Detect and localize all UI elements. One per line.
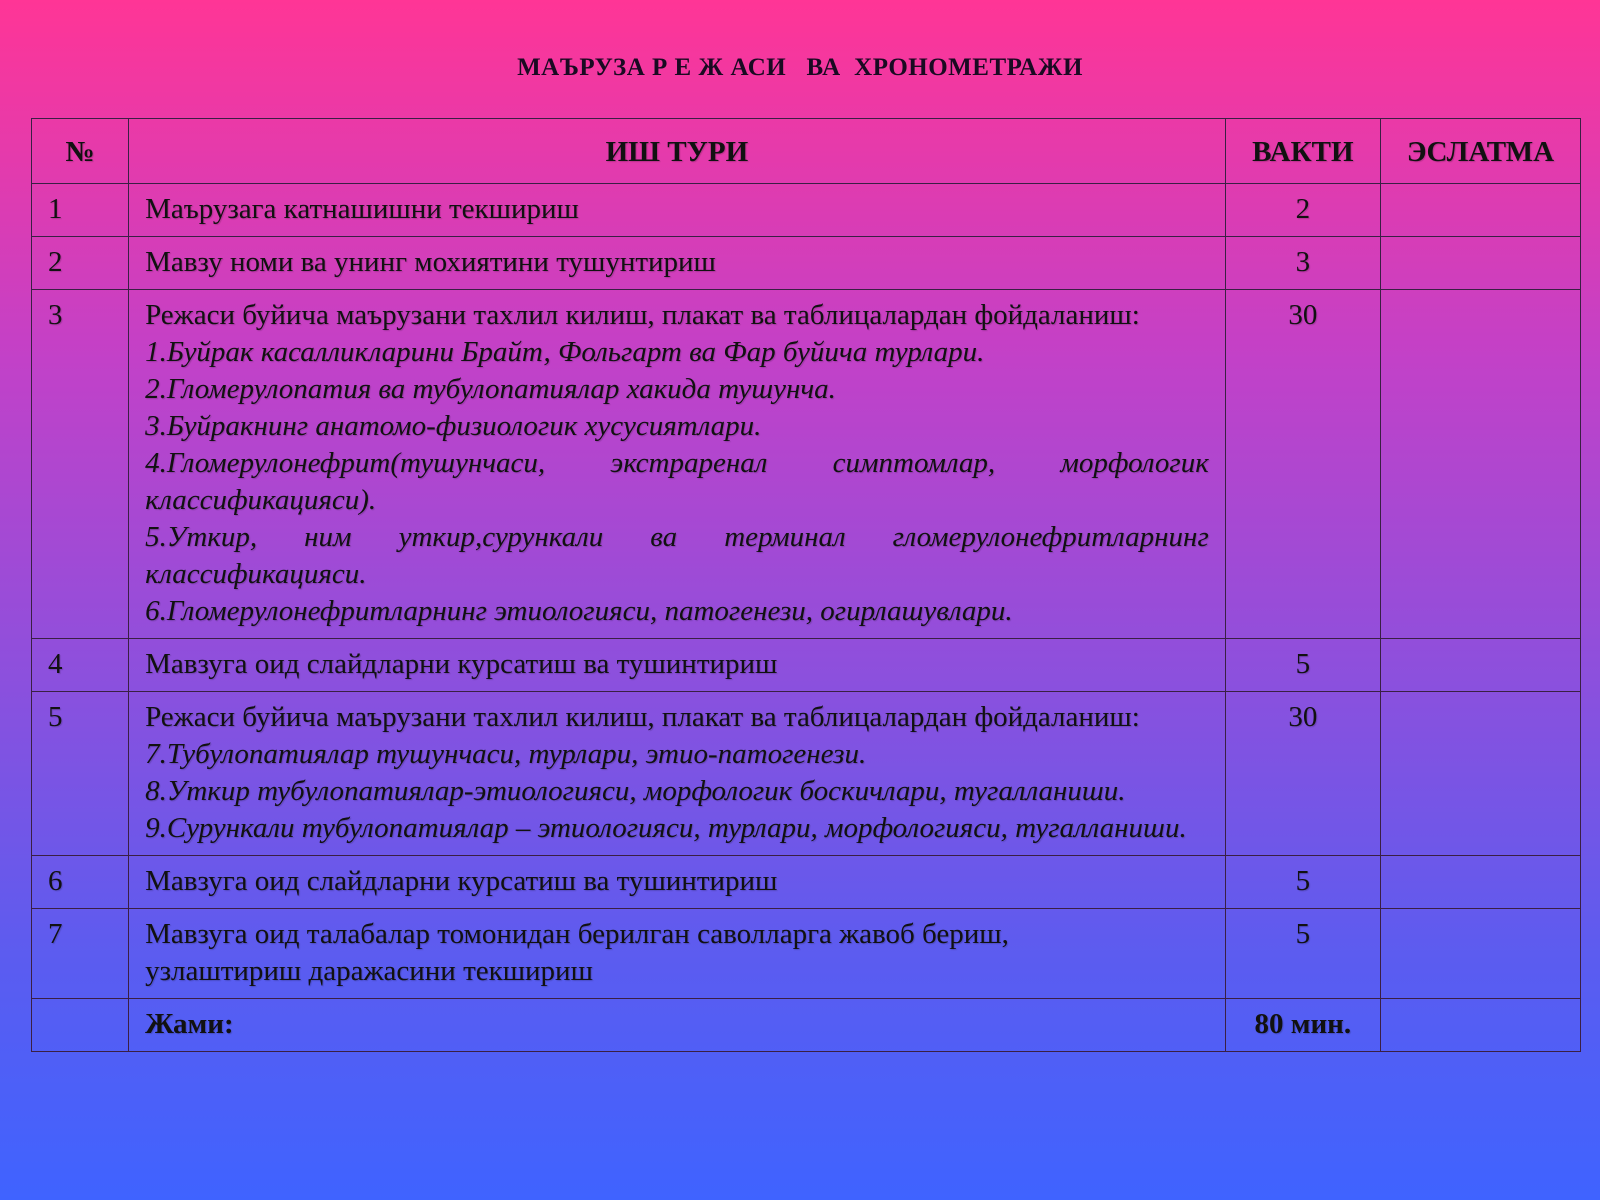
topic-item: 8.Уткир тубулопатиялар-этиологияси, морфологик боскичлари, тугалланиши. — [145, 775, 1126, 807]
topic-item: 3.Буйракнинг анатомо-физиологик хусусиятлари. — [145, 410, 762, 442]
row-note — [1380, 184, 1580, 237]
topic-item: 6.Гломерулонефритларнинг этиологияси, патогенези, огирлашувлари. — [145, 595, 1013, 627]
header-num: № — [32, 119, 129, 184]
row-num: 2 — [32, 237, 129, 290]
table-row — [32, 909, 1581, 999]
row-task — [129, 692, 1226, 856]
topic-item: 9.Сурункали тубулопатиялар – этиологияси, турлари, морфологияси, тугалланиши. — [145, 812, 1187, 844]
row-note — [1380, 692, 1580, 856]
row-note — [1380, 290, 1580, 639]
table-row — [32, 237, 1581, 290]
row-time: 30 — [1225, 692, 1380, 856]
header-note: ЭСЛАТМА — [1380, 119, 1580, 184]
total-row — [32, 999, 1581, 1052]
table-row — [32, 692, 1581, 856]
header-time: ВАКТИ — [1225, 119, 1380, 184]
row-task: Маърузага катнашишни текшириш — [129, 184, 1226, 237]
row-num: 5 — [32, 692, 129, 856]
topic-item: 7.Тубулопатиялар тушунчаси, турлари, этио-патогенези. — [145, 738, 867, 770]
table-row — [32, 184, 1581, 237]
row-note — [1380, 639, 1580, 692]
row-task: Мавзу номи ва унинг мохиятини тушунтириш — [129, 237, 1226, 290]
row-time: 5 — [1225, 909, 1380, 999]
table-row — [32, 639, 1581, 692]
total-label: Жами: — [129, 999, 1226, 1052]
row-time: 5 — [1225, 639, 1380, 692]
page-title: МАЪРУЗА Р Е Ж АСИ ВА ХРОНОМЕТРАЖИ — [517, 54, 1083, 81]
row-task: Мавзуга оид слайдларни курсатиш ва тушинтириш — [129, 856, 1226, 909]
topic-item: 5.Уткир, ним уткир,сурункали ва терминал гломерулонефритларнинг классификацияси. — [145, 521, 1209, 590]
row-num: 1 — [32, 184, 129, 237]
table-row — [32, 856, 1581, 909]
row-note — [1380, 237, 1580, 290]
row-time: 30 — [1225, 290, 1380, 639]
topic-item: 4.Гломерулонефрит(тушунчаси, экстраренал симптомлар, морфологик классификацияси). — [145, 447, 1209, 516]
schedule-table — [31, 118, 1581, 1052]
topic-item: 2.Гломерулопатия ва тубулопатиялар хакида тушунча. — [145, 373, 836, 405]
row-task — [129, 909, 1226, 999]
topic-item: 1.Буйрак касалликларини Брайт, Фольгарт ва Фар буйича турлари. — [145, 336, 985, 368]
row-time: 2 — [1225, 184, 1380, 237]
total-num — [32, 999, 129, 1052]
row-task-line: Мавзуга оид талабалар томонидан берилган саволларга жавоб бериш, — [145, 918, 1009, 950]
total-time: 80 мин. — [1225, 999, 1380, 1052]
row-num: 6 — [32, 856, 129, 909]
row-task-intro: Режаси буйича маърузани тахлил килиш, плакат ва таблицалардан фойдаланиш: — [145, 299, 1140, 331]
row-note — [1380, 856, 1580, 909]
row-num: 3 — [32, 290, 129, 639]
row-note — [1380, 909, 1580, 999]
header-task: ИШ ТУРИ — [129, 119, 1226, 184]
table-row — [32, 290, 1581, 639]
row-num: 7 — [32, 909, 129, 999]
row-task — [129, 290, 1226, 639]
row-task-intro: Режаси буйича маърузани тахлил килиш, плакат ва таблицалардан фойдаланиш: — [145, 701, 1140, 733]
row-task: Мавзуга оид слайдларни курсатиш ва тушинтириш — [129, 639, 1226, 692]
total-note — [1380, 999, 1580, 1052]
row-num: 4 — [32, 639, 129, 692]
row-task-line: узлаштириш даражасини текшириш — [145, 955, 593, 987]
row-time: 5 — [1225, 856, 1380, 909]
row-time: 3 — [1225, 237, 1380, 290]
table-header-row — [32, 119, 1581, 184]
